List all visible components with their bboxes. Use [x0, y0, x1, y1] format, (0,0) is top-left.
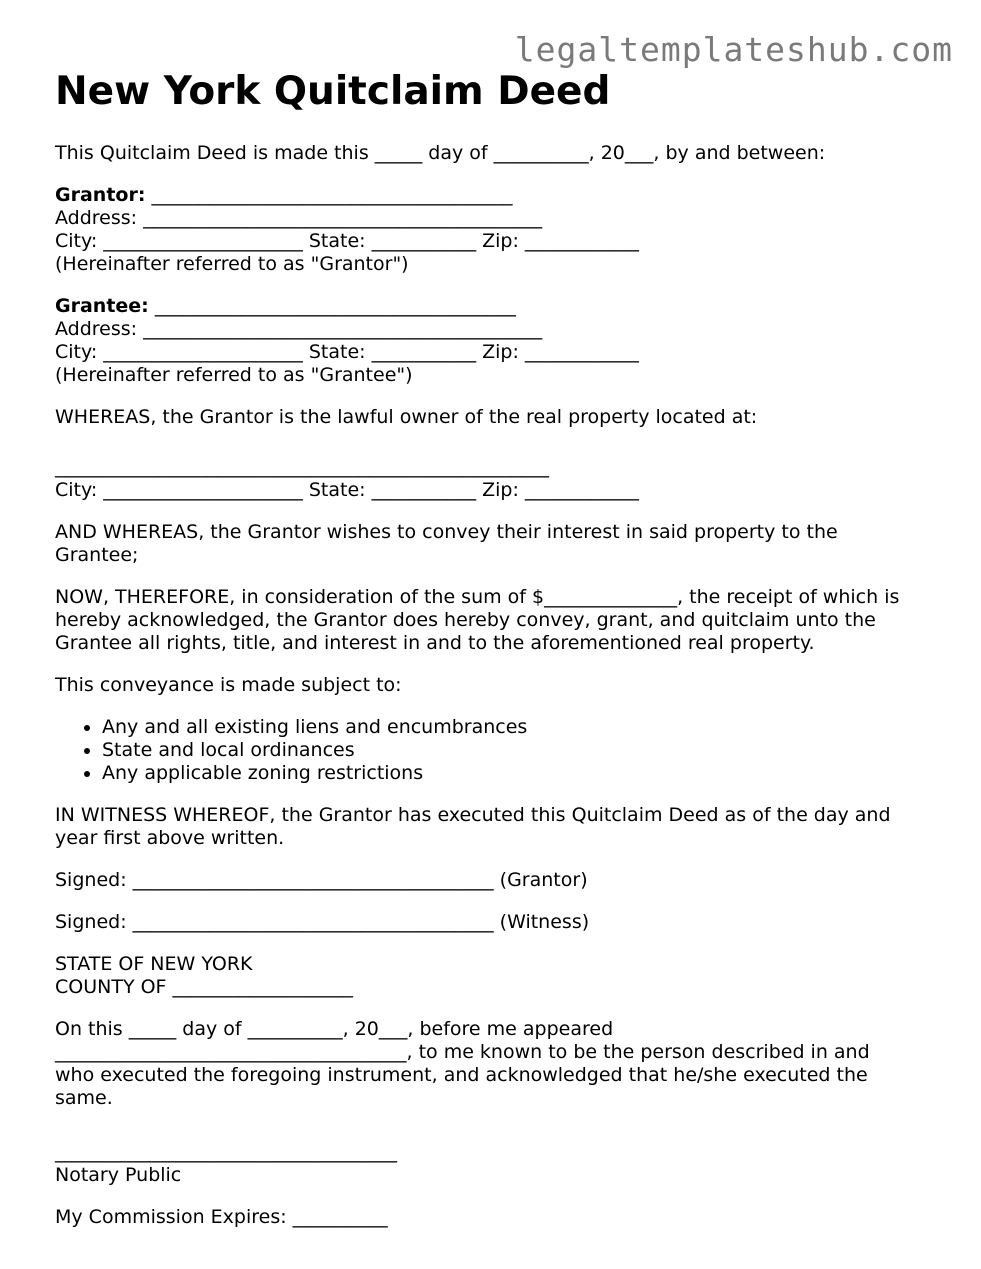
whereas-paragraph: WHEREAS, the Grantor is the lawful owner of the real property located at:	[55, 406, 758, 428]
conditions-list	[55, 716, 935, 785]
grantee-address-line: Address: __________________________________________	[55, 318, 543, 340]
grantor-name-blank: ______________________________________	[145, 184, 513, 206]
condition-item: • State and local ordinances	[102, 739, 935, 762]
condition-item: • Any applicable zoning restrictions	[102, 762, 935, 785]
grantee-city-line: City: _____________________ State: ___________ Zip: ____________	[55, 341, 639, 363]
notary-state-county	[55, 953, 935, 999]
grantee-name-line	[55, 295, 935, 318]
witness-paragraph: IN WITNESS WHEREOF, the Grantor has executed this Quitclaim Deed as of the day and year first above written.	[55, 804, 897, 849]
signed-witness-line: Signed: ______________________________________ (Witness)	[55, 911, 590, 933]
grantee-referred: (Hereinafter referred to as "Grantee")	[55, 364, 413, 386]
notary-signature-line: ____________________________________	[55, 1141, 397, 1163]
notary-public-label: Notary Public	[55, 1164, 182, 1186]
grantor-city-line: City: _____________________ State: ___________ Zip: ____________	[55, 230, 639, 252]
condition-item: • Any and all existing liens and encumbrances	[102, 716, 935, 739]
property-address-blank: ____________________________________________________	[55, 456, 549, 478]
grantee-name-blank: ______________________________________	[148, 295, 516, 317]
grantor-label: Grantor:	[55, 184, 146, 206]
intro-paragraph: This Quitclaim Deed is made this _____ day of __________, 20___, by and between:	[55, 142, 826, 164]
grantee-label: Grantee:	[55, 295, 149, 317]
document-title: New York Quitclaim Deed	[55, 69, 611, 114]
grantor-name-line	[55, 184, 935, 207]
notary-signature-block	[55, 1141, 935, 1187]
grantor-address-line: Address: __________________________________________	[55, 207, 543, 229]
acknowledgment-paragraph: On this _____ day of __________, 20___, before me appeared _____________________________________, to me known to be the person described in and who executed the foregoing instrument, and acknowledged that he/she executed the same.	[55, 1018, 876, 1109]
grantor-referred: (Hereinafter referred to as "Grantor")	[55, 253, 409, 275]
subject-to-heading: This conveyance is made subject to:	[55, 674, 402, 696]
commission-expires-line: My Commission Expires: __________	[55, 1206, 388, 1228]
watermark: legaltemplateshub.com	[514, 30, 953, 69]
property-city-line: City: _____________________ State: ___________ Zip: ____________	[55, 479, 639, 501]
grantor-section	[55, 184, 935, 276]
signed-grantor-line: Signed: ______________________________________ (Grantor)	[55, 869, 588, 891]
state-line: STATE OF NEW YORK	[55, 953, 253, 975]
now-therefore-paragraph: NOW, THEREFORE, in consideration of the sum of $______________, the receipt of which is hereby acknowledged, the Grantor does hereby convey, grant, and quitclaim unto the Grantee all rights, title, and interest in and to the aforementioned real property.	[55, 586, 906, 654]
property-section	[55, 456, 935, 502]
grantee-section	[55, 295, 935, 387]
and-whereas-paragraph: AND WHEREAS, the Grantor wishes to convey their interest in said property to the Grantee;	[55, 521, 844, 566]
document-body	[55, 142, 935, 1248]
county-line: COUNTY OF ___________________	[55, 976, 354, 998]
